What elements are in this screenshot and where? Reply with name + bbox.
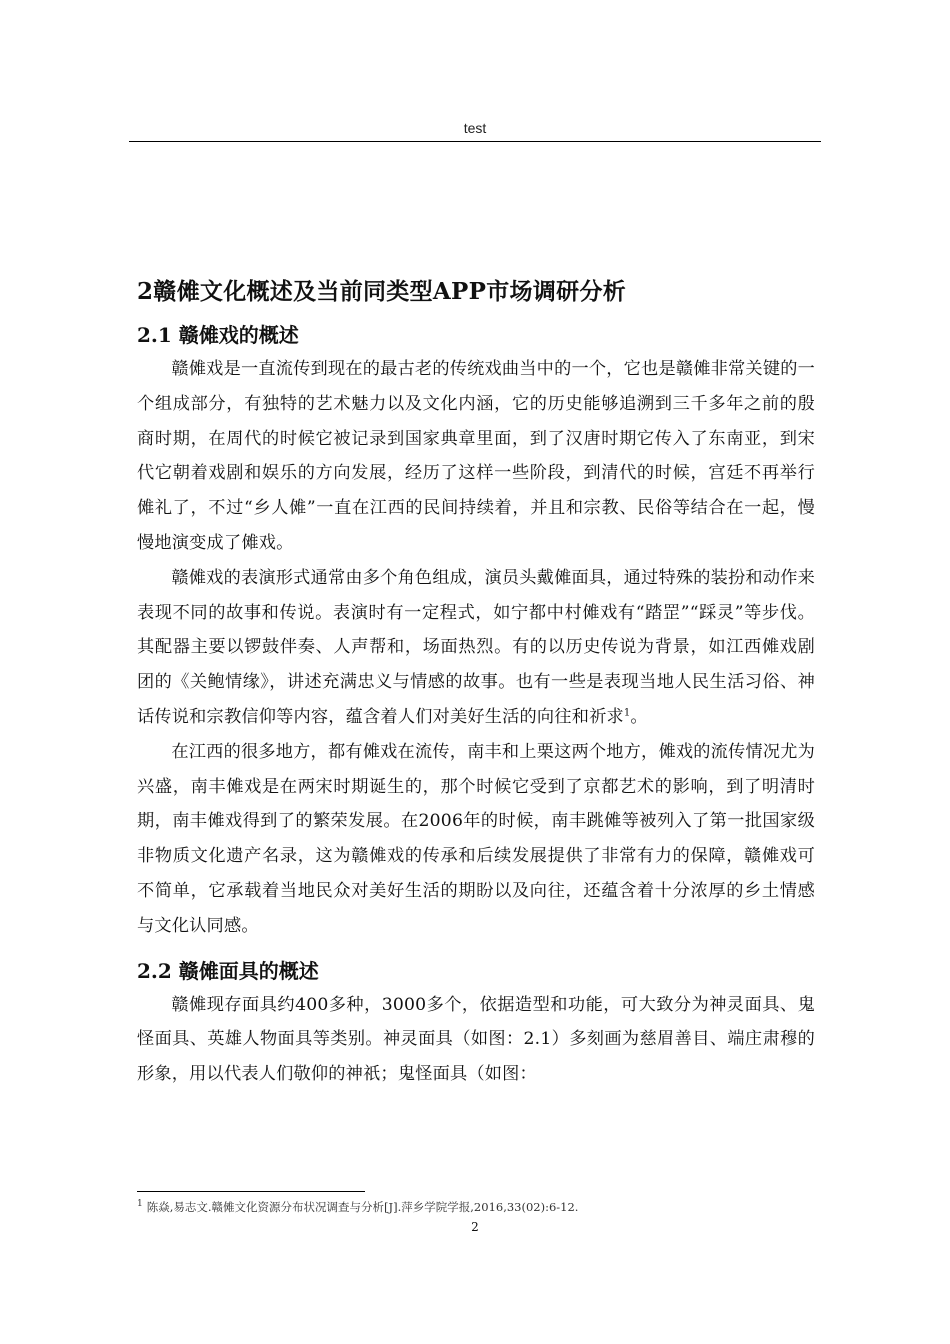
footnote-rule xyxy=(137,1191,365,1192)
paragraph-with-footnote xyxy=(137,561,815,735)
footnote xyxy=(137,1199,578,1215)
header-rule xyxy=(129,141,821,142)
main-content xyxy=(137,276,815,1092)
paragraph: 赣傩戏是一直流传到现在的最古老的传统戏曲当中的一个，它也是赣傩非常关键的一个组成部分，有独特的艺术魅力以及文化内涵，它的历史能够追溯到三千多年之前的殷商时期，在周代的时候它被记录到国家典章里面，到了汉唐时期它传入了东南亚，到宋代它朝着戏剧和娱乐的方向发展，经历了这样一些阶段，到清代的时候，宫廷不再举行傩礼了，不过“乡人傩”一直在江西的民间持续着，并且和宗教、民俗等结合在一起，慢慢地演变成了傩戏。 xyxy=(137,359,815,553)
paragraph: 在江西的很多地方，都有傩戏在流传，南丰和上栗这两个地方，傩戏的流传情况尤为兴盛，南丰傩戏是在两宋时期诞生的，那个时候它受到了京都艺术的影响，到了明清时期，南丰傩戏得到了的繁荣发展。在2006年的时候，南丰跳傩等被列入了第一批国家级非物质文化遗产名录，这为赣傩戏的传承和后续发展提供了非常有力的保障，赣傩戏可不简单，它承载着当地民众对美好生活的期盼以及向往，还蕴含着十分浓厚的乡土情感与文化认同感。 xyxy=(137,741,815,936)
paragraph-tail: 。 xyxy=(630,706,648,727)
page-header: test xyxy=(463,120,487,136)
footnote-ref[interactable]: 1 xyxy=(623,707,631,719)
chapter-title: 2赣傩文化概述及当前同类型APP市场调研分析 xyxy=(137,278,627,305)
section-title-2-1: 2.1 赣傩戏的概述 xyxy=(137,323,299,347)
footnote-text: 陈焱,易志文.赣傩文化资源分布状况调查与分析[J].萍乡学院学报,2016,33(02):6-12. xyxy=(146,1200,579,1214)
page-number: 2 xyxy=(471,1220,479,1234)
paragraph-text: 赣傩戏的表演形式通常由多个角色组成，演员头戴傩面具，通过特殊的装扮和动作来表现不同的故事和传说。表演时有一定程式，如宁都中村傩戏有“踏罡”“踩灵”等步伐。其配器主要以锣鼓伴奏、人声帮和，场面热烈。有的以历史传说为背景，如江西傩戏剧团的《关鲍情缘》，讲述充满忠义与情感的故事。也有一些是表现当地人民生活习俗、神话传说和宗教信仰等内容，蕴含着人们对美好生活的向往和祈求 xyxy=(137,567,815,727)
section-title-2-2: 2.2 赣傩面具的概述 xyxy=(137,958,319,983)
footnote-mark: 1 xyxy=(137,1199,143,1210)
paragraph: 赣傩现存面具约400多种，3000多个，依据造型和功能，可大致分为神灵面具、鬼怪面具、英雄人物面具等类别。神灵面具（如图：2.1）多刻画为慈眉善目、端庄肃穆的形象，用以代表人们敬仰的神祇；鬼怪面具（如图： xyxy=(137,994,815,1085)
